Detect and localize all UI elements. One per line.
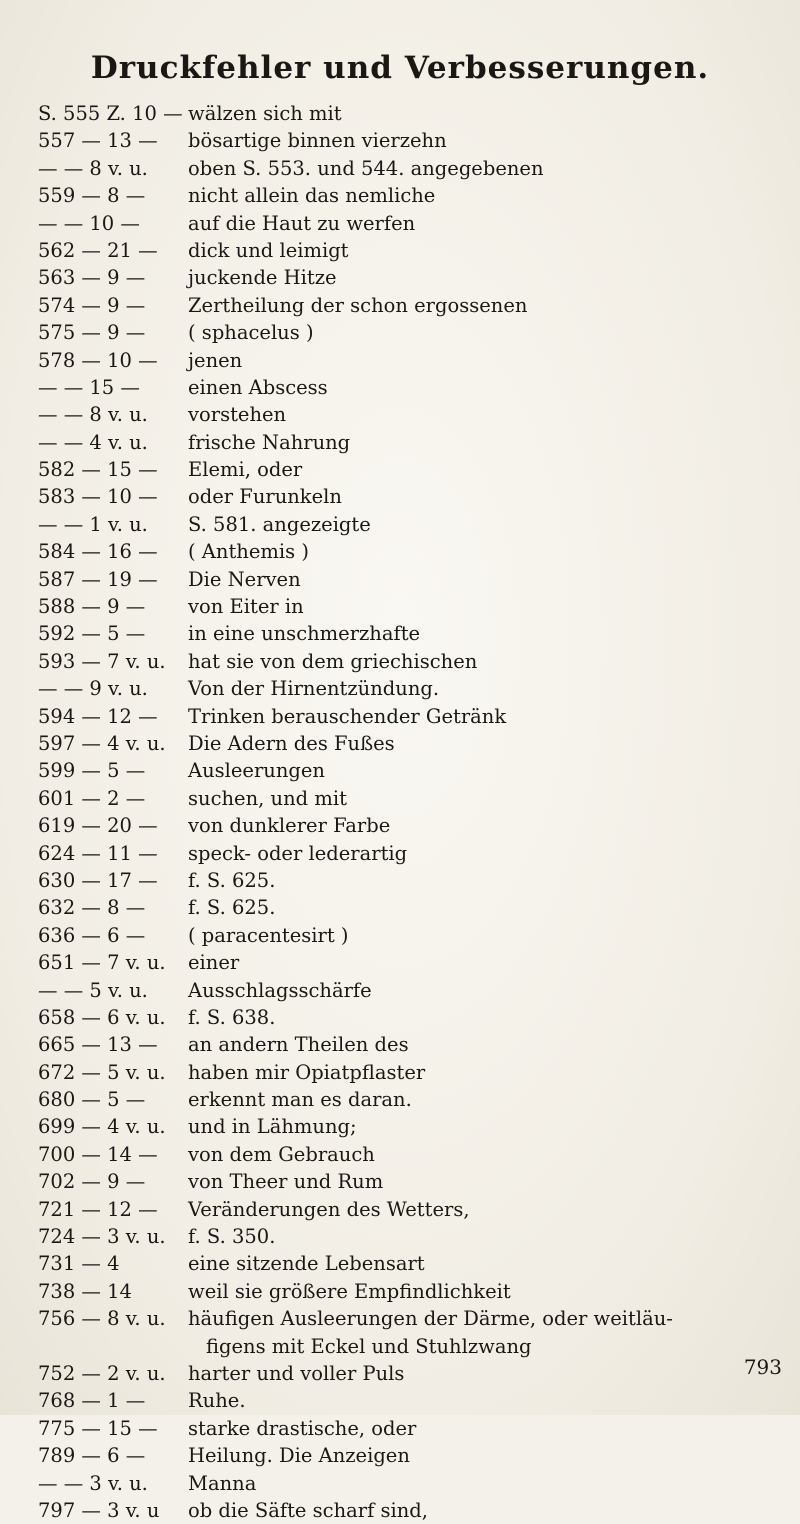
errata-row bbox=[38, 1250, 798, 1277]
errata-reference: 630 — 17 — bbox=[38, 868, 158, 892]
errata-reference: 651 — 7 v. u. bbox=[38, 951, 166, 975]
errata-correction: Die Nerven bbox=[188, 567, 301, 591]
errata-reference: 775 — 15 — bbox=[38, 1416, 158, 1440]
errata-correction: suchen, und mit bbox=[188, 786, 347, 810]
errata-correction: bösartige binnen vierzehn bbox=[188, 129, 447, 153]
errata-reference: 594 — 12 — bbox=[38, 704, 158, 728]
errata-reference: — — 15 — bbox=[38, 375, 140, 399]
errata-row bbox=[38, 100, 798, 127]
errata-reference: 559 — 8 — bbox=[38, 184, 146, 208]
errata-row bbox=[38, 1004, 798, 1031]
errata-reference: 789 — 6 — bbox=[38, 1444, 146, 1468]
errata-correction: Manna bbox=[188, 1471, 257, 1495]
errata-reference: 658 — 6 v. u. bbox=[38, 1005, 166, 1029]
errata-reference: — — 10 — bbox=[38, 211, 140, 235]
errata-row bbox=[38, 785, 798, 812]
errata-row bbox=[38, 511, 798, 538]
errata-reference: 731 — 4 bbox=[38, 1252, 120, 1276]
errata-reference: 601 — 2 — bbox=[38, 786, 146, 810]
errata-reference: 562 — 21 — bbox=[38, 238, 158, 262]
errata-correction: frische Nahrung bbox=[188, 430, 351, 454]
errata-correction: ( paracentesirt ) bbox=[188, 923, 349, 947]
errata-row bbox=[38, 1387, 798, 1414]
errata-row bbox=[38, 182, 798, 209]
errata-reference: 672 — 5 v. u. bbox=[38, 1060, 166, 1084]
page-title: Druckfehler und Verbesserungen. bbox=[90, 50, 710, 86]
errata-row bbox=[38, 538, 798, 565]
errata-row bbox=[38, 1113, 798, 1140]
catchword: 793 bbox=[743, 1355, 782, 1379]
errata-correction: harter und voller Puls bbox=[188, 1361, 405, 1385]
errata-correction: Veränderungen des Wetters, bbox=[188, 1197, 470, 1221]
errata-row bbox=[38, 319, 798, 346]
errata-row bbox=[38, 840, 798, 867]
errata-reference: 756 — 8 v. u. bbox=[38, 1307, 166, 1331]
errata-reference: — — 9 v. u. bbox=[38, 677, 148, 701]
errata-correction: S. 581. angezeigte bbox=[188, 512, 371, 536]
errata-reference: — — 3 v. u. bbox=[38, 1471, 148, 1495]
errata-row bbox=[38, 1360, 798, 1387]
errata-correction: Zertheilung der schon ergossenen bbox=[188, 293, 528, 317]
errata-row bbox=[38, 1196, 798, 1223]
errata-row bbox=[38, 1223, 798, 1250]
errata-correction: einer bbox=[188, 951, 240, 975]
errata-correction: Heilung. Die Anzeigen bbox=[188, 1444, 410, 1468]
errata-correction: Von der Hirnentzündung. bbox=[188, 677, 440, 701]
errata-correction: figens mit Eckel und Stuhlzwang bbox=[206, 1334, 532, 1358]
errata-reference: 752 — 2 v. u. bbox=[38, 1361, 166, 1385]
errata-row bbox=[38, 1333, 798, 1360]
errata-row bbox=[38, 675, 798, 702]
errata-correction: oben S. 553. und 544. angegebenen bbox=[188, 156, 544, 180]
errata-reference: — — 8 v. u. bbox=[38, 403, 148, 427]
errata-correction: Ausleerungen bbox=[188, 759, 325, 783]
errata-correction: von dem Gebrauch bbox=[188, 1142, 375, 1166]
errata-row bbox=[38, 264, 798, 291]
errata-reference: 563 — 9 — bbox=[38, 266, 146, 290]
errata-row bbox=[38, 977, 798, 1004]
errata-correction: von dunklerer Farbe bbox=[188, 814, 391, 838]
errata-correction: Ruhe. bbox=[188, 1389, 246, 1413]
errata-reference: 588 — 9 — bbox=[38, 595, 146, 619]
errata-correction: Ausschlagsschärfe bbox=[188, 978, 372, 1002]
errata-reference: 721 — 12 — bbox=[38, 1197, 158, 1221]
errata-row bbox=[38, 456, 798, 483]
errata-correction: juckende Hitze bbox=[188, 266, 337, 290]
errata-correction: f. S. 625. bbox=[188, 896, 276, 920]
errata-row bbox=[38, 867, 798, 894]
errata-correction: von Theer und Rum bbox=[188, 1170, 384, 1194]
errata-correction: starke drastische, oder bbox=[188, 1416, 417, 1440]
errata-row bbox=[38, 429, 798, 456]
errata-row bbox=[38, 1168, 798, 1195]
errata-row bbox=[38, 894, 798, 921]
errata-reference: 768 — 1 — bbox=[38, 1389, 146, 1413]
errata-correction: Elemi, oder bbox=[188, 458, 303, 482]
errata-correction: f. S. 625. bbox=[188, 868, 276, 892]
errata-row bbox=[38, 1442, 798, 1469]
errata-row bbox=[38, 1278, 798, 1305]
errata-reference: 699 — 4 v. u. bbox=[38, 1115, 166, 1139]
errata-list bbox=[38, 100, 798, 1524]
errata-row bbox=[38, 127, 798, 154]
errata-reference: 597 — 4 v. u. bbox=[38, 731, 166, 755]
errata-reference: 624 — 11 — bbox=[38, 841, 158, 865]
errata-correction: f. S. 638. bbox=[188, 1005, 276, 1029]
errata-row bbox=[38, 922, 798, 949]
errata-reference: 582 — 15 — bbox=[38, 458, 158, 482]
errata-row bbox=[38, 620, 798, 647]
errata-reference: — — 5 v. u. bbox=[38, 978, 148, 1002]
errata-correction: in eine unschmerzhafte bbox=[188, 622, 421, 646]
errata-reference: 700 — 14 — bbox=[38, 1142, 158, 1166]
errata-reference: 578 — 10 — bbox=[38, 348, 158, 372]
errata-row bbox=[38, 483, 798, 510]
errata-reference: 619 — 20 — bbox=[38, 814, 158, 838]
errata-row bbox=[38, 566, 798, 593]
errata-row bbox=[38, 210, 798, 237]
errata-row bbox=[38, 1086, 798, 1113]
errata-row bbox=[38, 1059, 798, 1086]
errata-correction: ( Anthemis ) bbox=[188, 540, 309, 564]
errata-reference: — — 4 v. u. bbox=[38, 430, 148, 454]
errata-correction: und in Lähmung; bbox=[188, 1115, 357, 1139]
errata-reference: 680 — 5 — bbox=[38, 1088, 146, 1112]
errata-correction: ( sphacelus ) bbox=[188, 321, 314, 345]
errata-reference: 574 — 9 — bbox=[38, 293, 146, 317]
errata-row bbox=[38, 949, 798, 976]
errata-correction: von Eiter in bbox=[188, 595, 304, 619]
errata-reference: 702 — 9 — bbox=[38, 1170, 146, 1194]
errata-row bbox=[38, 1031, 798, 1058]
errata-reference: 724 — 3 v. u. bbox=[38, 1225, 166, 1249]
errata-row bbox=[38, 1497, 798, 1524]
errata-reference: 557 — 13 — bbox=[38, 129, 158, 153]
errata-row bbox=[38, 401, 798, 428]
errata-correction: nicht allein das nemliche bbox=[188, 184, 436, 208]
errata-correction: hat sie von dem griechischen bbox=[188, 649, 478, 673]
errata-reference: 592 — 5 — bbox=[38, 622, 146, 646]
errata-reference: 593 — 7 v. u. bbox=[38, 649, 166, 673]
errata-row bbox=[38, 648, 798, 675]
errata-correction: ob die Säfte scharf sind, bbox=[188, 1498, 428, 1522]
errata-row bbox=[38, 1305, 798, 1332]
errata-row bbox=[38, 593, 798, 620]
errata-correction: eine sitzende Lebensart bbox=[188, 1252, 425, 1276]
errata-correction: erkennt man es daran. bbox=[188, 1088, 412, 1112]
errata-correction: an andern Theilen des bbox=[188, 1033, 409, 1057]
errata-reference: 665 — 13 — bbox=[38, 1033, 158, 1057]
errata-reference: 636 — 6 — bbox=[38, 923, 146, 947]
errata-reference: — — 8 v. u. bbox=[38, 156, 148, 180]
errata-correction: oder Furunkeln bbox=[188, 485, 342, 509]
errata-correction: einen Abscess bbox=[188, 375, 328, 399]
errata-row bbox=[38, 1470, 798, 1497]
errata-row bbox=[38, 812, 798, 839]
errata-row bbox=[38, 237, 798, 264]
errata-reference: 587 — 19 — bbox=[38, 567, 158, 591]
errata-reference: 583 — 10 — bbox=[38, 485, 158, 509]
errata-correction: dick und leimigt bbox=[188, 238, 349, 262]
errata-correction: speck- oder lederartig bbox=[188, 841, 408, 865]
errata-row bbox=[38, 703, 798, 730]
errata-row bbox=[38, 374, 798, 401]
errata-correction: vorstehen bbox=[188, 403, 287, 427]
errata-correction: jenen bbox=[188, 348, 243, 372]
errata-reference: 599 — 5 — bbox=[38, 759, 146, 783]
errata-reference: 575 — 9 — bbox=[38, 321, 146, 345]
errata-row bbox=[38, 730, 798, 757]
errata-correction: haben mir Opiatpflaster bbox=[188, 1060, 426, 1084]
errata-correction: auf die Haut zu werfen bbox=[188, 211, 416, 235]
errata-reference: 738 — 14 bbox=[38, 1279, 132, 1303]
errata-reference: — — 1 v. u. bbox=[38, 512, 148, 536]
errata-correction: weil sie größere Empfindlichkeit bbox=[188, 1279, 511, 1303]
errata-row bbox=[38, 757, 798, 784]
errata-row bbox=[38, 292, 798, 319]
errata-reference: S. 555 Z. 10 — bbox=[38, 102, 183, 125]
errata-reference: 797 — 3 v. u bbox=[38, 1498, 160, 1522]
errata-row bbox=[38, 1415, 798, 1442]
errata-correction: Trinken berauschender Getränk bbox=[188, 704, 507, 728]
errata-row bbox=[38, 347, 798, 374]
errata-reference: 584 — 16 — bbox=[38, 540, 158, 564]
errata-correction: häufigen Ausleerungen der Därme, oder weitläu- bbox=[188, 1307, 673, 1331]
errata-row bbox=[38, 155, 798, 182]
errata-correction: f. S. 350. bbox=[188, 1225, 276, 1249]
errata-correction: Die Adern des Fußes bbox=[188, 731, 395, 755]
errata-row bbox=[38, 1141, 798, 1168]
errata-reference: 632 — 8 — bbox=[38, 896, 146, 920]
errata-correction: wälzen sich mit bbox=[188, 102, 342, 125]
